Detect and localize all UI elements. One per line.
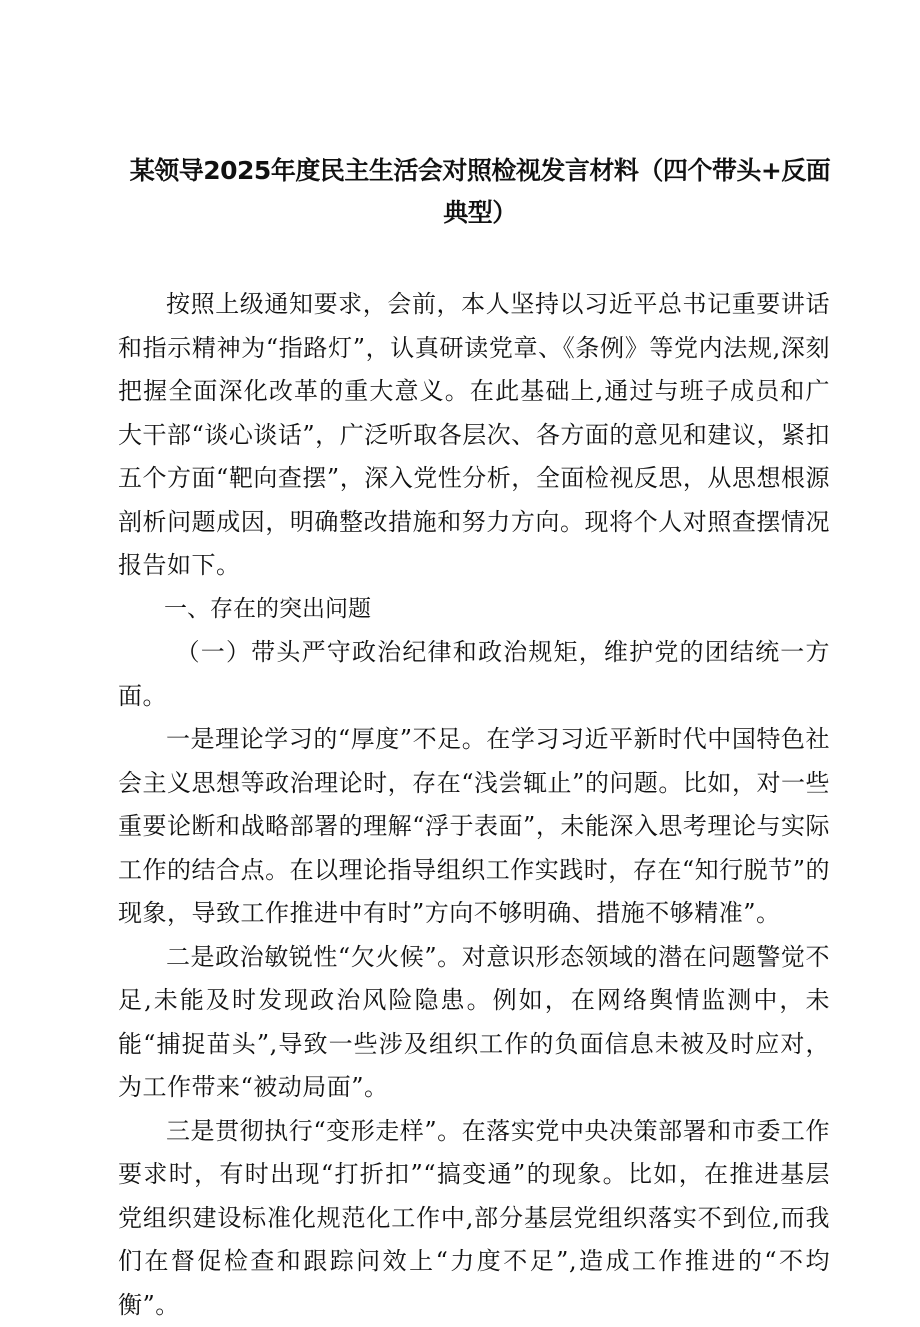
document-body xyxy=(118,283,830,1327)
subsection-heading: （一）带头严守政治纪律和政治规矩，维护党的团结统一方面。 xyxy=(118,631,830,718)
body-paragraph-1: 一是理论学习的“厚度”不足。在学习习近平新时代中国特色社会主义思想等政治理论时，存在“浅尝辄止”的问题。比如，对一些重要论断和战略部署的理解“浮于表面”，未能深入思考理论与实际工作的结合点。在以理论指导组织工作实践时，存在“知行脱节”的现象，导致工作推进中有时”方向不够明确、措施不够精准”。 xyxy=(118,718,830,936)
intro-paragraph: 按照上级通知要求，会前，本人坚持以习近平总书记重要讲话和指示精神为“指路灯”，认真研读党章、《条例》等党内法规,深刻把握全面深化改革的重大意义。在此基础上,通过与班子成员和广大干部“谈心谈话”，广泛听取各层次、各方面的意见和建议，紧扣五个方面“靶向查摆”，深入党性分析，全面检视反思，从思想根源剖析问题成因，明确整改措施和努力方向。现将个人对照查摆情况报告如下。 xyxy=(118,283,830,588)
body-paragraph-2: 二是政治敏锐性“欠火候”。对意识形态领域的潜在问题警觉不足,未能及时发现政治风险隐患。例如，在网络舆情监测中，未能“捕捉苗头”,导致一些涉及组织工作的负面信息未被及时应对，为工作带来“被动局面”。 xyxy=(118,936,830,1110)
section-heading: 一、存在的突出问题 xyxy=(118,588,830,632)
body-paragraph-3: 三是贯彻执行“变形走样”。在落实党中央决策部署和市委工作要求时，有时出现“打折扣”“搞变通”的现象。比如，在推进基层党组织建设标准化规范化工作中,部分基层党组织落实不到位,而我们在督促检查和跟踪问效上“力度不足”,造成工作推进的“不均衡”。 xyxy=(118,1110,830,1327)
document-title: 某领导2025年度民主生活会对照检视发言材料（四个带头+反面典型） xyxy=(120,150,840,234)
